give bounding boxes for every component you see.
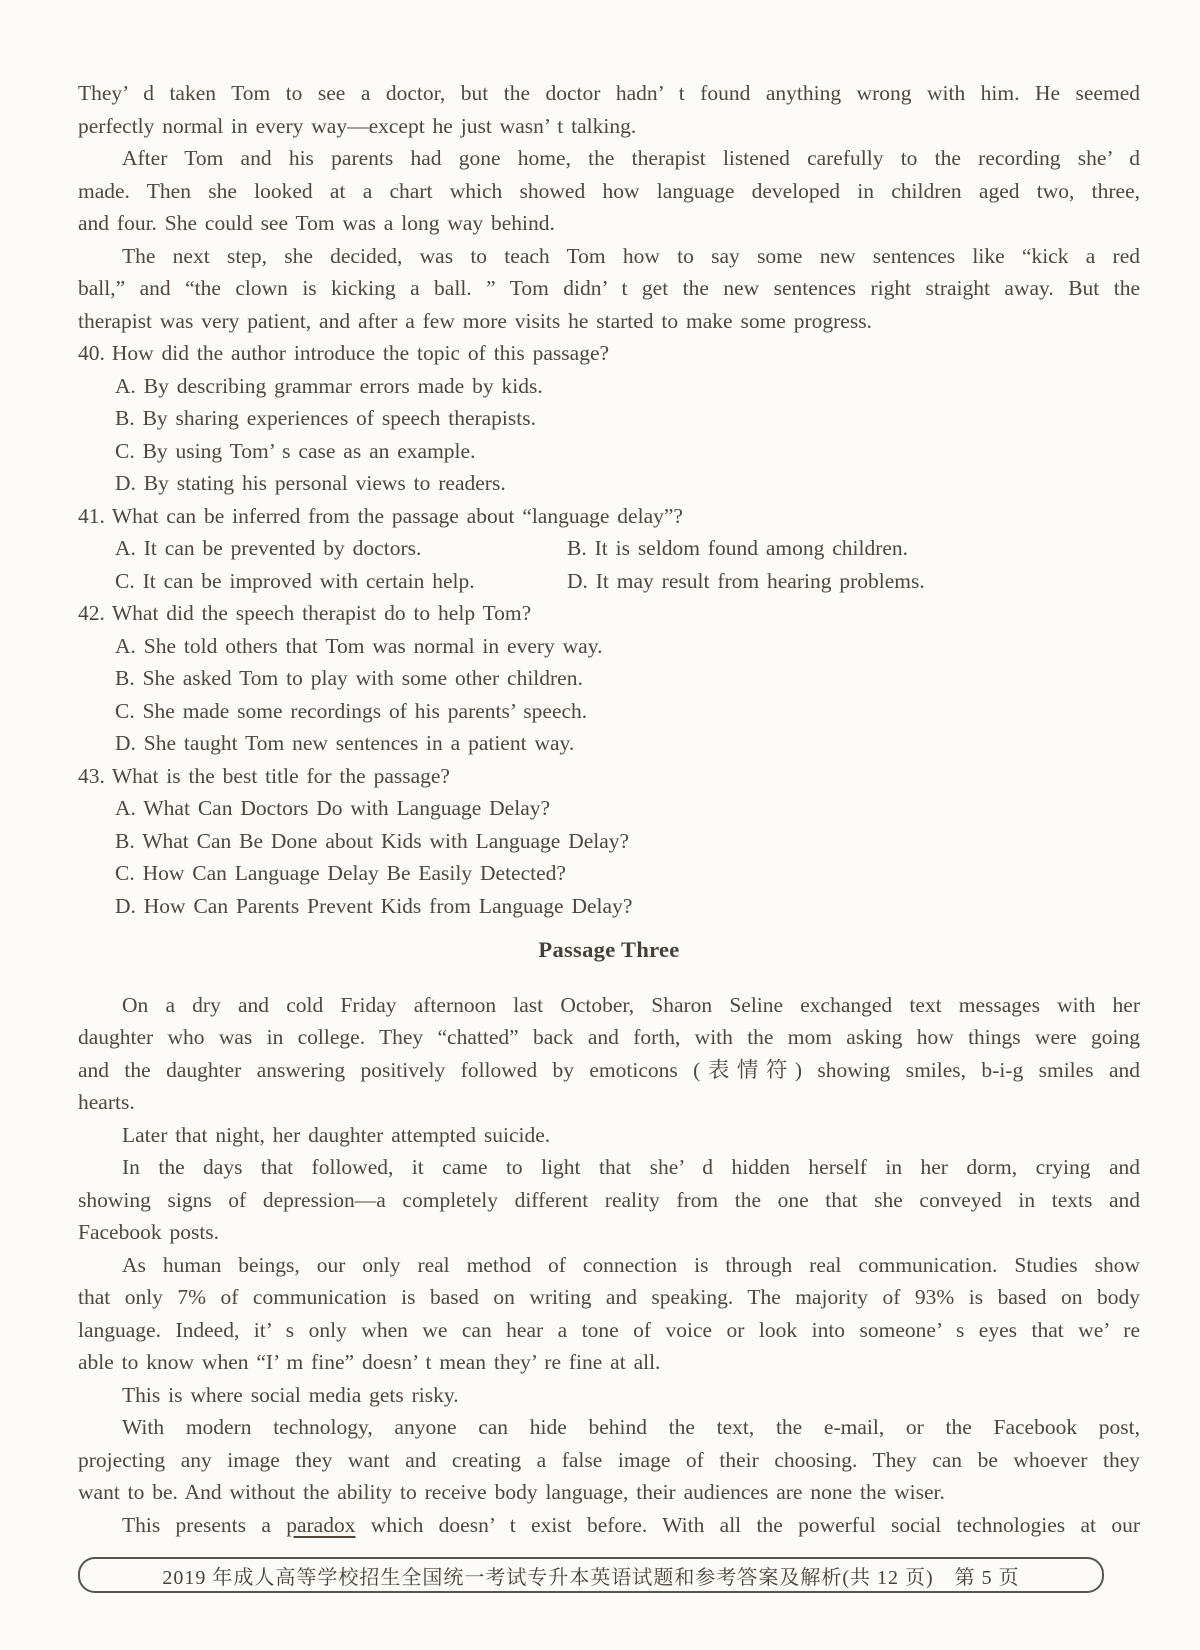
passage-line: hearts. <box>78 1090 135 1114</box>
question-stem: What can be inferred from the passage about “language delay”? <box>111 503 683 528</box>
passage-line: able to know when “I’ m fine” doesn’ t mean they’ re fine at all. <box>78 1350 661 1374</box>
passage-line: projecting any image they want and creating a false image of their choosing. They can be whoever they <box>78 1447 1140 1472</box>
underlined-word: paradox <box>286 1512 356 1537</box>
passage-three-heading: Passage Three <box>538 937 680 962</box>
passage-line: In the days that followed, it came to light that she’ d hidden herself in her dorm, crying and <box>122 1155 1140 1179</box>
passage-line: and four. She could see Tom was a long way behind. <box>78 211 555 235</box>
passage-line-with-underline <box>78 1509 1140 1542</box>
passage-line: This is where social media gets risky. <box>122 1382 459 1407</box>
option-41-a: A. It can be prevented by doctors. <box>115 536 422 560</box>
option-40-c: C. By using Tom’ s case as an example. <box>115 438 476 463</box>
passage-line: that only 7% of communication is based on writing and speaking. The majority of 93% is based on body <box>78 1285 1140 1309</box>
option-43-d: D. How Can Parents Prevent Kids from Language Delay? <box>115 893 633 918</box>
option-41-d: D. It may result from hearing problems. <box>567 568 925 593</box>
option-42-a: A. She told others that Tom was normal in every way. <box>115 633 603 658</box>
passage-line: showing signs of depression—a completely different reality from the one that she conveyed in texts and <box>78 1187 1140 1212</box>
footer-text: 2019 年成人高等学校招生全国统一考试专升本英语试题和参考答案及解析(共 12 页) 第 5 页 <box>162 1566 1020 1589</box>
question-number: 41. <box>78 503 105 528</box>
passage-line: On a dry and cold Friday afternoon last October, Sharon Seline exchanged text messages with her <box>122 992 1140 1017</box>
question-40 <box>78 337 1140 370</box>
passage-line: ball,” and “the clown is kicking a ball. ” Tom didn’ t get the new sentences right straight away. But the <box>78 276 1140 300</box>
line-suffix: which doesn’ t exist before. With all the powerful social technologies at our <box>355 1512 1140 1537</box>
passage-line: and the daughter answering positively followed by emoticons (表情符) showing smiles, b-i-g smiles and <box>78 1057 1140 1082</box>
passage-line: Later that night, her daughter attempted suicide. <box>122 1122 551 1147</box>
option-40-a: A. By describing grammar errors made by kids. <box>115 373 543 398</box>
question-43 <box>78 760 1140 793</box>
question-number: 40. <box>78 341 105 365</box>
passage-line: language. Indeed, it’ s only when we can hear a tone of voice or look into someone’ s eyes that we’ re <box>78 1317 1140 1342</box>
question-41 <box>78 500 1140 533</box>
option-43-c: C. How Can Language Delay Be Easily Detected? <box>115 861 566 885</box>
question-stem: What is the best title for the passage? <box>111 763 450 788</box>
passage-line: Facebook posts. <box>78 1220 220 1244</box>
passage-line: made. Then she looked at a chart which showed how language developed in children aged two, three, <box>78 178 1140 203</box>
option-40-d: D. By stating his personal views to readers. <box>115 471 506 495</box>
option-43-a: A. What Can Doctors Do with Language Delay? <box>115 796 551 820</box>
passage-line: As human beings, our only real method of connection is through real communication. Studies show <box>122 1252 1140 1277</box>
option-41-c: C. It can be improved with certain help. <box>115 568 475 593</box>
passage-line: daughter who was in college. They “chatted” back and forth, with the mom asking how things were going <box>78 1025 1140 1049</box>
option-41-b: B. It is seldom found among children. <box>567 536 909 560</box>
passage-line: They’ d taken Tom to see a doctor, but the doctor hadn’ t found anything wrong with him. He seemed <box>78 81 1140 105</box>
passage-line: With modern technology, anyone can hide behind the text, the e-mail, or the Facebook post, <box>122 1415 1140 1439</box>
option-43-b: B. What Can Be Done about Kids with Language Delay? <box>115 828 630 853</box>
option-42-d: D. She taught Tom new sentences in a patient way. <box>115 731 575 755</box>
passage-line: The next step, she decided, was to teach Tom how to say some new sentences like “kick a red <box>122 243 1140 268</box>
question-42 <box>78 597 1140 630</box>
option-row <box>78 532 1140 565</box>
line-prefix: This presents a <box>122 1512 287 1537</box>
question-number: 42. <box>78 601 105 625</box>
question-number: 43. <box>78 763 105 788</box>
option-row <box>78 565 1140 598</box>
passage-line: perfectly normal in every way—except he just wasn’ t talking. <box>78 113 637 138</box>
passage-line: therapist was very patient, and after a few more visits he started to make some progress. <box>78 308 872 333</box>
passage-line: want to be. And without the ability to receive body language, their audiences are none the wiser. <box>78 1480 945 1504</box>
option-40-b: B. By sharing experiences of speech therapists. <box>115 406 536 430</box>
option-42-b: B. She asked Tom to play with some other children. <box>115 666 583 690</box>
page-footer <box>78 1557 1104 1593</box>
passage-line: After Tom and his parents had gone home, the therapist listened carefully to the recording she’ d <box>122 146 1140 170</box>
option-42-c: C. She made some recordings of his parents’ speech. <box>115 698 588 723</box>
question-stem: How did the author introduce the topic of this passage? <box>111 341 610 365</box>
question-stem: What did the speech therapist do to help Tom? <box>111 601 532 625</box>
